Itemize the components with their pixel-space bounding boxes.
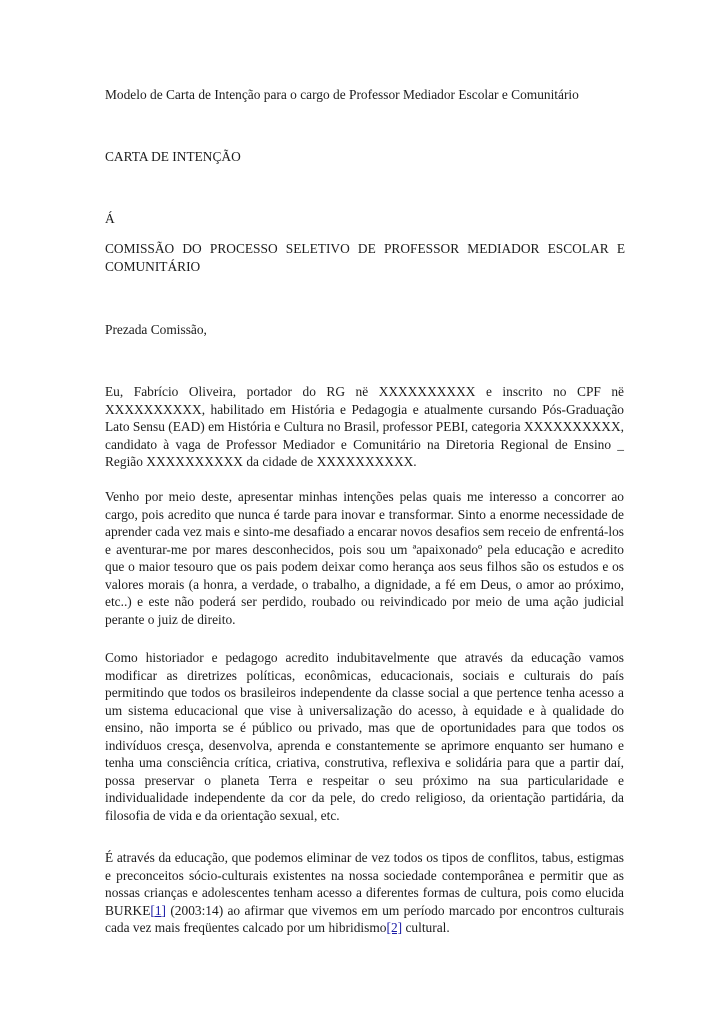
- letter-heading-text: CARTA DE INTENÇÃO: [105, 149, 241, 164]
- paragraph-4-part-1: É através da educação, que podemos eliminar de vez todos os tipos de conflitos, tabus, estigmas e preconceitos sócio-culturais existentes na nossa sociedade contemporânea e permitir que as nossas crianças e adolescentes tenham acesso a diferentes formas de cultura, pois como elucida BURKE: [105, 850, 624, 918]
- paragraph-4-part-3: cultural.: [402, 920, 450, 935]
- paragraph-3: [105, 649, 624, 824]
- paragraph-2: [105, 488, 624, 628]
- paragraph-2-text: Venho por meio deste, apresentar minhas intenções pelas quais me interesso a concorrer ao cargo, pois acredito que nunca é tarde para inovar e transformar. Sinto a enorme necessidade de aprender cada vez mais e sinto-me desafiado a encarar novos desafios sem receio de enfrentá-los e aventurar-me por mares desconhecidos, pois sou um ªapaixonadoº pela educação e acredito que o maior tesouro que os pais podem deixar como herança aos seus filhos são os estudos e os valores morais (a honra, a verdade, o trabalho, a dignidade, a fé em Deus, o amor ao próximo, etc..) e este não poderá ser perdido, roubado ou reivindicado por meio de uma ação judicial perante o juiz de direito.: [105, 489, 624, 627]
- addressee-block: [105, 240, 625, 276]
- addressee-prefix-text: Á: [105, 211, 115, 226]
- letter-heading: [105, 148, 624, 166]
- paragraph-4-text: [105, 849, 624, 937]
- paragraph-3-text: Como historiador e pedagogo acredito indubitavelmente que através da educação vamos modificar as diretrizes políticas, econômicas, educacionais, sociais e culturais do país permitindo que todos os brasileiros independente da classe social a que pertence tenha acesso a um sistema educacional que vise à universalização do acesso, à equidade e à qualidade do ensino, não importa se é público ou privado, mas que de oportunidades para que todos os indivíduos cresça, desenvolva, aprenda e constantemente se aprimore enquanto ser humano e tenha uma consciência crítica, criativa, construtiva, reflexiva e solidária para que a partir daí, possa preservar o planeta Terra e respeitar o seu próximo na sua particularidade e individualidade independente da cor da pele, do credo religioso, da orientação partidária, da filosofia de vida e da orientação sexual, etc.: [105, 650, 624, 823]
- paragraph-1: [105, 383, 624, 471]
- paragraph-1-text: Eu, Fabrício Oliveira, portador do RG në XXXXXXXXXX e inscrito no CPF në XXXXXXXXXX, habilitado em História e Pedagogia e atualmente cursando Pós-Graduação Lato Sensu (EAD) em História e Cultura no Brasil, professor PEBI, categoria XXXXXXXXXX, candidato à vaga de Professor Mediador e Comunitário na Diretoria Regional de Ensino _ Região XXXXXXXXXX da cidade de XXXXXXXXXX.: [105, 384, 624, 469]
- paragraph-4-part-2: (2003:14) ao afirmar que vivemos em um período marcado por encontros culturais cada vez mais freqüentes calcado por um hibridismo: [105, 902, 624, 935]
- footnote-link-2[interactable]: [2]: [386, 920, 403, 935]
- greeting: [105, 321, 624, 339]
- addressee-prefix: [105, 210, 624, 228]
- paragraph-4: [105, 849, 624, 937]
- greeting-text: Prezada Comissão,: [105, 322, 207, 337]
- footnote-link-1[interactable]: [1]: [150, 902, 167, 918]
- document-title: [105, 86, 624, 104]
- document-title-text: Modelo de Carta de Intenção para o cargo de Professor Mediador Escolar e Comunitário: [105, 87, 579, 102]
- addressee-text: COMISSÃO DO PROCESSO SELETIVO DE PROFESSOR MEDIADOR ESCOLAR E COMUNITÁRIO: [105, 241, 625, 274]
